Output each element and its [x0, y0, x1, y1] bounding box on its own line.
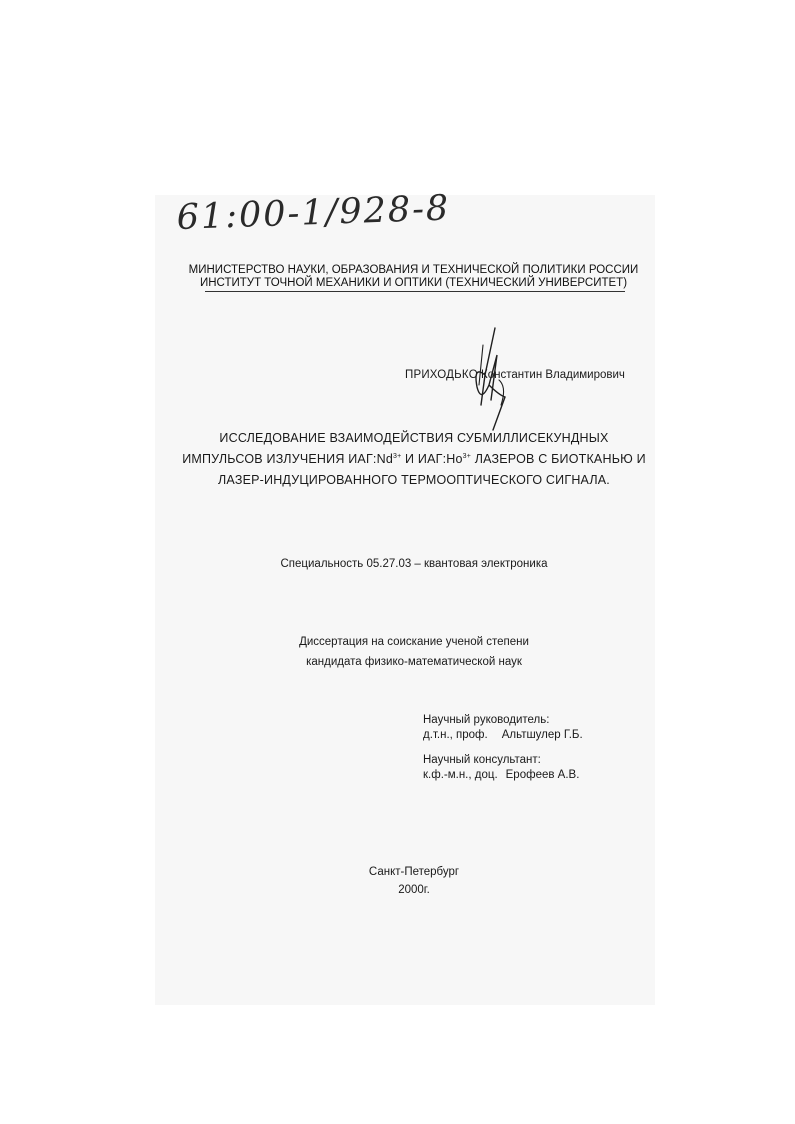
ministry-header: МИНИСТЕРСТВО НАУКИ, ОБРАЗОВАНИЯ И ТЕХНИЧЕСКОЙ ПОЛИТИКИ РОССИИ: [188, 264, 639, 276]
consultant-block: [423, 753, 579, 783]
author-given-names: Константин Владимирович: [481, 369, 625, 381]
title-text-c: ЛАЗЕРОВ С БИОТКАНЬЮ И: [471, 452, 646, 466]
supervisor-block: [423, 713, 583, 743]
consultant-label: Научный консультант:: [423, 754, 541, 766]
thesis-title-line-2: [0, 452, 795, 466]
title-superscript-1: 3+: [392, 453, 402, 460]
supervisor-degree: д.т.н., проф.: [423, 729, 488, 741]
handwritten-signature: [455, 325, 515, 435]
supervisor-label: Научный руководитель:: [423, 714, 550, 726]
thesis-title-line-3: ЛАЗЕР-ИНДУЦИРОВАННОГО ТЕРМООПТИЧЕСКОГО СИГНАЛА.: [218, 473, 610, 487]
dissertation-line-1: Диссертация на соискание ученой степени: [299, 636, 529, 648]
city: Санкт-Петербург: [368, 866, 460, 878]
consultant-degree: к.ф.-м.н., доц.: [423, 769, 498, 781]
author-surname: ПРИХОДЬКО: [405, 369, 478, 381]
title-text-b: И ИАГ:Ho: [401, 452, 463, 466]
year: 2000г.: [398, 884, 430, 896]
supervisor-name: Альтшулер Г.Б.: [501, 729, 583, 741]
header-divider: [205, 291, 625, 292]
handwritten-archive-code: 61:00-1/928-8: [176, 188, 451, 238]
consultant-name: Ерофеев А.В.: [505, 769, 580, 781]
title-text-a: ИМПУЛЬСОВ ИЗЛУЧЕНИЯ ИАГ:Nd: [182, 452, 393, 466]
institute-header: ИНСТИТУТ ТОЧНОЙ МЕХАНИКИ И ОПТИКИ (ТЕХНИЧЕСКИЙ УНИВЕРСИТЕТ): [199, 277, 628, 289]
thesis-title-line-1: ИССЛЕДОВАНИЕ ВЗАИМОДЕЙСТВИЯ СУБМИЛЛИСЕКУНДНЫХ: [219, 431, 609, 445]
dissertation-line-2: кандидата физико-математической наук: [306, 656, 522, 668]
specialty-line: Специальность 05.27.03 – квантовая электроника: [280, 558, 548, 570]
title-superscript-2: 3+: [462, 453, 472, 460]
